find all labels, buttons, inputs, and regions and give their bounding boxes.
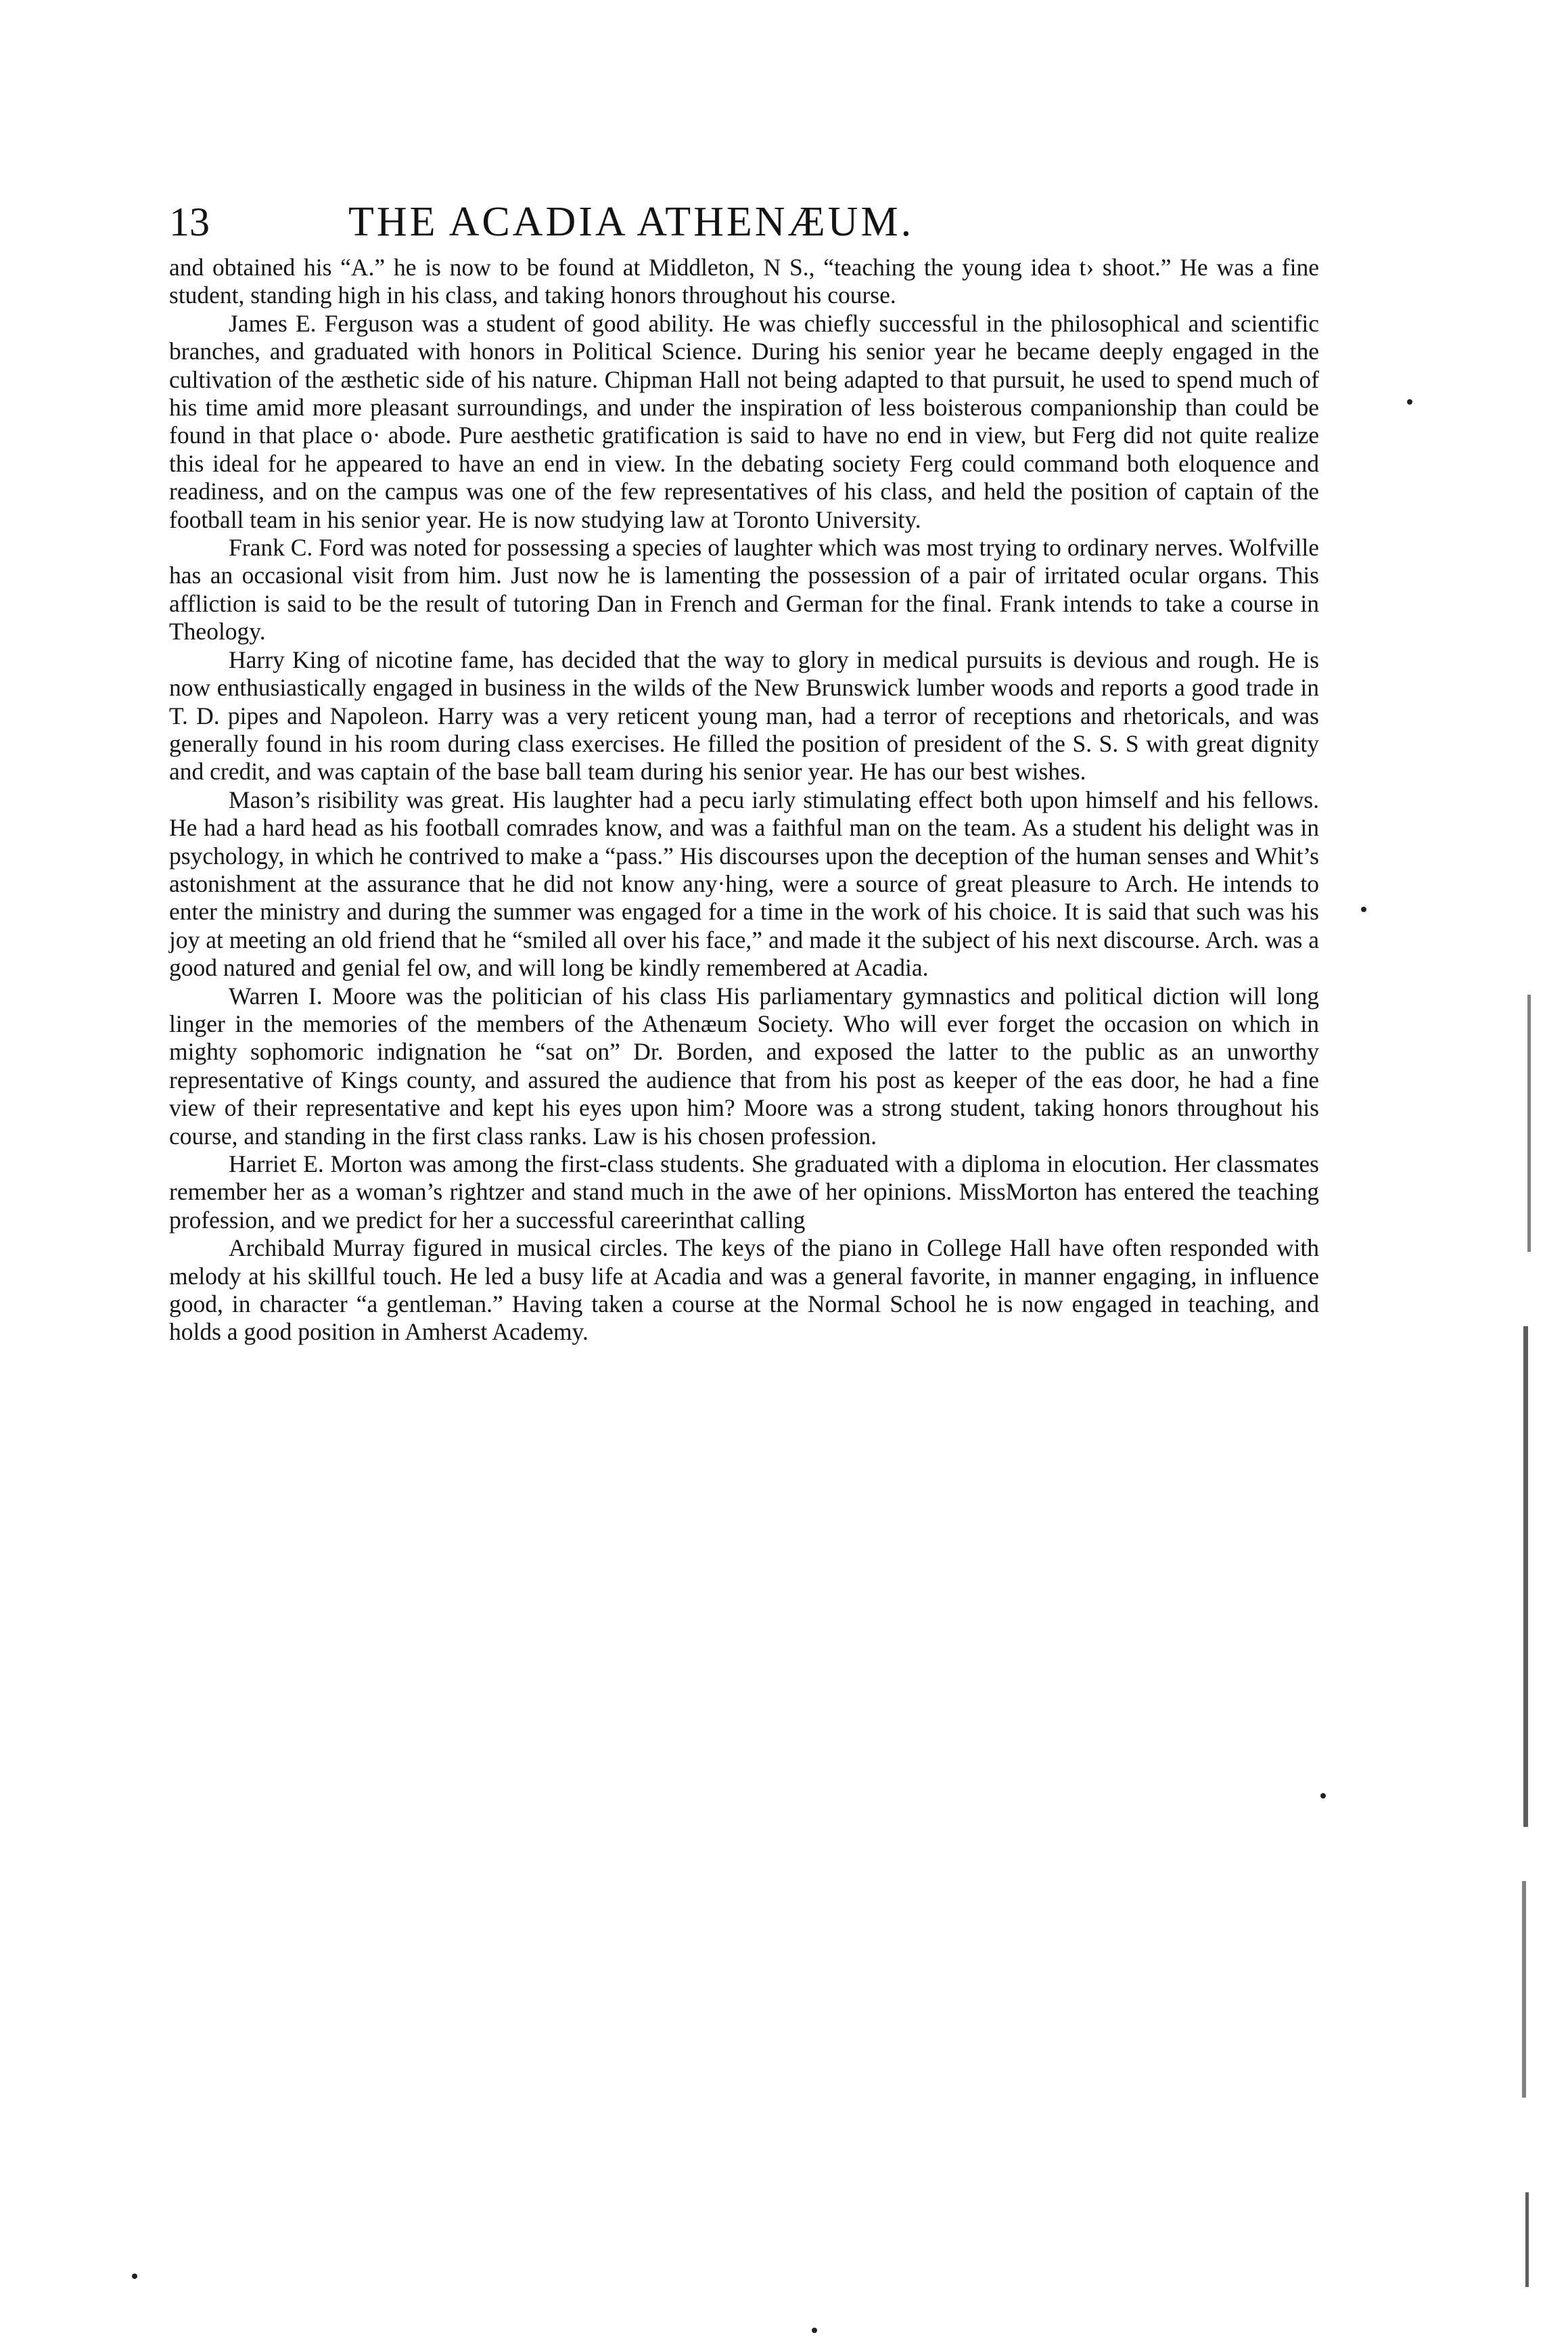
paragraph-moore: Warren I. Moore was the politician of his class His parliamentary gymnastics and political diction will long linger in the memories of the members of the Athenæum Society. Who will ever forget the occasion on which in mighty sophomoric indignation he “sat on” Dr. Borden, and exposed the latter to the public as an unworthy representative of Kings county, and assured the audience that from his post as keeper of the eas door, he had a fine view of their representative and kept his eyes upon him? Moore was a strong student, taking honors throughout his course, and standing in the first class ranks. Law is his chosen profession. [169, 982, 1319, 1150]
margin-speck [1407, 399, 1412, 405]
margin-speck [1320, 1793, 1326, 1799]
article-body [169, 254, 1319, 1347]
margin-speck [1361, 907, 1366, 912]
margin-scan-mark [1523, 1326, 1528, 1827]
margin-speck [812, 2328, 817, 2333]
margin-scan-mark [1527, 995, 1531, 1252]
margin-speck [132, 2274, 137, 2279]
paragraph-continuation: and obtained his “A.” he is now to be found at Middleton, N S., “teaching the young idea t› shoot.” He was a fine student, standing high in his class, and taking honors throughout his course. [169, 254, 1319, 309]
paragraph-murray: Archibald Murray figured in musical circles. The keys of the piano in College Hall have often responded with melody at his skillful touch. He led a busy life at Acadia and was a general favorite, in manner engaging, in influence good, in character “a gentleman.” Having taken a course at the Normal School he is now engaged in teaching, and holds a good position in Amherst Academy. [169, 1234, 1319, 1346]
page-header [169, 195, 1319, 249]
paragraph-king: Harry King of nicotine fame, has decided that the way to glory in medical pursuits is devious and rough. He is now enthusiastically engaged in business in the wilds of the New Brunswick lumber woods and reports a good trade in T. D. pipes and Napoleon. Harry was a very reticent young man, had a terror of receptions and rhetoricals, and was generally found in his room during class exercises. He filled the position of president of the S. S. S with great dignity and credit, and was captain of the base ball team during his senior year. He has our best wishes. [169, 646, 1319, 786]
page-number: 13 [169, 200, 210, 244]
margin-scan-mark [1522, 1881, 1526, 2098]
margin-scan-mark [1525, 2192, 1529, 2287]
paragraph-ferguson: James E. Ferguson was a student of good ability. He was chiefly successful in the philosophical and scientific branches, and graduated with honors in Political Science. During his senior year he became deeply engaged in the cultivation of the æsthetic side of his nature. Chipman Hall not being adapted to that pursuit, he used to spend much of his time amid more pleasant surroundings, and under the inspiration of less boisterous companionship than could be found in that place o· abode. Pure aesthetic gratification is said to have no end in view, but Ferg did not quite realize this ideal for he appeared to have an end in view. In the debating society Ferg could command both eloquence and readiness, and on the campus was one of the few representatives of his class, and held the position of captain of the football team in his senior year. He is now studying law at Toronto University. [169, 309, 1319, 533]
paragraph-ford: Frank C. Ford was noted for possessing a species of laughter which was most trying to ordinary nerves. Wolfville has an occasional visit from him. Just now he is lamenting the possession of a pair of irritated ocular organs. This affliction is said to be the result of tutoring Dan in French and German for the final. Frank intends to take a course in Theology. [169, 534, 1319, 646]
paragraph-mason: Mason’s risibility was great. His laughter had a pecu iarly stimulating effect both upon himself and his fellows. He had a hard head as his football comrades know, and was a faithful man on the team. As a student his delight was in psychology, in which he contrived to make a “pass.” His discourses upon the deception of the human senses and Whit’s astonishment at the assurance that he did not know any·hing, were a source of great pleasure to Arch. He intends to enter the ministry and during the summer was engaged for a time in the work of his choice. It is said that such was his joy at meeting an old friend that he “smiled all over his face,” and made it the subject of his next discourse. Arch. was a good natured and genial fel ow, and will long be kindly remembered at Acadia. [169, 786, 1319, 982]
running-title: THE ACADIA ATHENÆUM. [348, 199, 915, 245]
paragraph-morton: Harriet E. Morton was among the first-class students. She graduated with a diploma in elocution. Her classmates remember her as a woman’s rightzer and stand much in the awe of her opinions. MissMorton has entered the teaching profession, and we predict for her a successful careerinthat calling [169, 1150, 1319, 1234]
